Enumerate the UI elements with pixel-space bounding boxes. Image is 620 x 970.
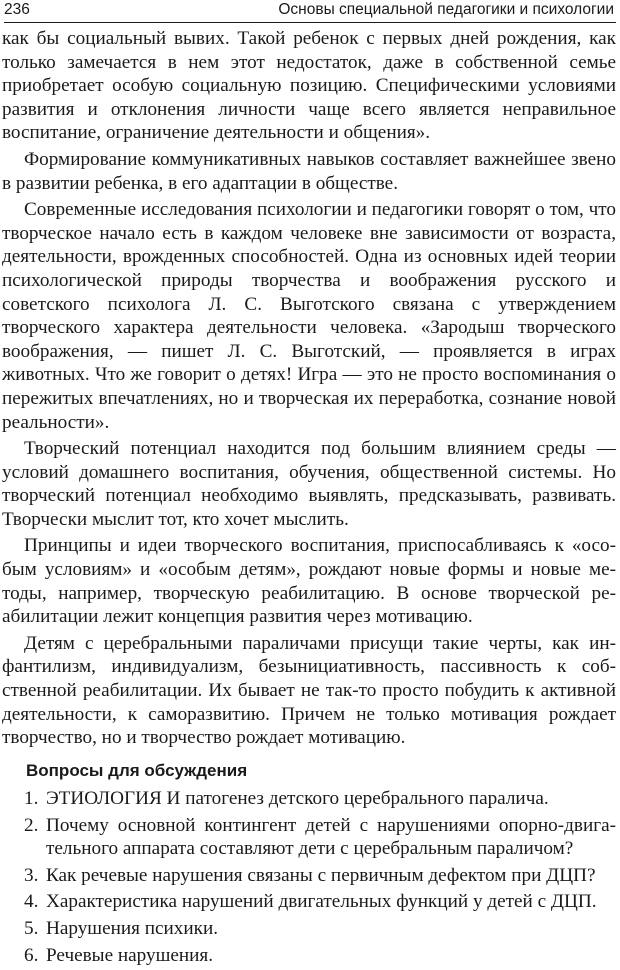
list-item (2, 787, 616, 811)
running-header (4, 0, 616, 23)
item-text: Как речевые нарушения связаны с первичным дефектом при ДЦП? (46, 864, 596, 886)
item-number: 5. (24, 917, 39, 939)
paragraph: Современные исследования психологии и педагогики говорят о том, что творческое начало есть в каждом человеке вне зависимости от возраста, деятельности, врожденных способностей. Одна из основных идей теории психологической природы творчества и воображения русского и советского психолога Л. С. Выготского связана с утверждением творческого характера деятельности человека. «Зародыш творческого воображения, — пишет Л. С. Выготский, — проявляется в играх животных. Что же говорит о детях! Игра — это не просто воспоминания о пережитых впечатлениях, но и творческая их переработка, сознание новой реальности». (2, 199, 616, 433)
questions-heading: Вопросы для обсуждения (26, 761, 248, 780)
list-item (2, 944, 616, 968)
running-title: Основы специальной педагогики и психологии (278, 1, 614, 18)
paragraph: Детям с церебральными параличами присущи такие черты, как инфантилизм, индивидуализм, безынициативность, пассивность к собственной реабилитации. Их бывает не так-то просто побудить к активной деятельности, к саморазвитию. Причем не только мотивация рождает творчество, но и творчество рождает мотивацию. (2, 632, 616, 749)
paragraph: Формирование коммуникативных навыков составляет важнейшее звено в развитии ребенка, в его адаптации в обществе. (2, 148, 616, 194)
paragraph: Творческий потенциал находится под большим влиянием среды — условий домашнего воспитания, обучения, общественной системы. Но творческий потенциал необходимо выявлять, предсказывать, развивать. Творчески мыслит тот, кто хочет мыслить. (2, 438, 616, 530)
body-text (2, 27, 616, 750)
item-number: 1. (24, 788, 39, 809)
item-number: 3. (24, 864, 39, 886)
item-number: 6. (24, 944, 39, 966)
item-text: Нарушения психики. (46, 917, 219, 939)
item-text: Почему основной контингент детей с нарушениями опорно-двигательного аппарата составляют дети с церебральным параличом? (46, 814, 616, 860)
list-item (2, 890, 616, 914)
page-number: 236 (4, 1, 30, 18)
list-item (2, 864, 616, 888)
questions-list (2, 787, 616, 970)
list-item (2, 917, 616, 941)
paragraph: как бы социальный вывих. Такой ребенок с первых дней рождения, как только замечается в нем этот недостаток, даже в собственной семье приобретает особую социальную позицию. Специфическими условиями развития и отклонения личности чаще всего является неправильное воспитание, ограничение деятельности и общения». (2, 28, 616, 144)
item-number: 4. (24, 891, 39, 913)
item-text: ЭТИОЛОГИЯ И патогенез детского церебрального паралича. (46, 788, 549, 809)
item-text: Характеристика нарушений двигательных функций у детей с ДЦП. (46, 891, 597, 913)
paragraph: Принципы и идеи творческого воспитания, приспосабливаясь к «особым условиям» и «особым детям», рождают новые формы и новые методы, например, творческую реабилитацию. В основе творческой реабилитации лежит концепция развития через мотивацию. (2, 535, 616, 628)
list-item (2, 814, 616, 861)
item-number: 2. (24, 814, 39, 836)
item-text: Речевые нарушения. (46, 944, 214, 966)
